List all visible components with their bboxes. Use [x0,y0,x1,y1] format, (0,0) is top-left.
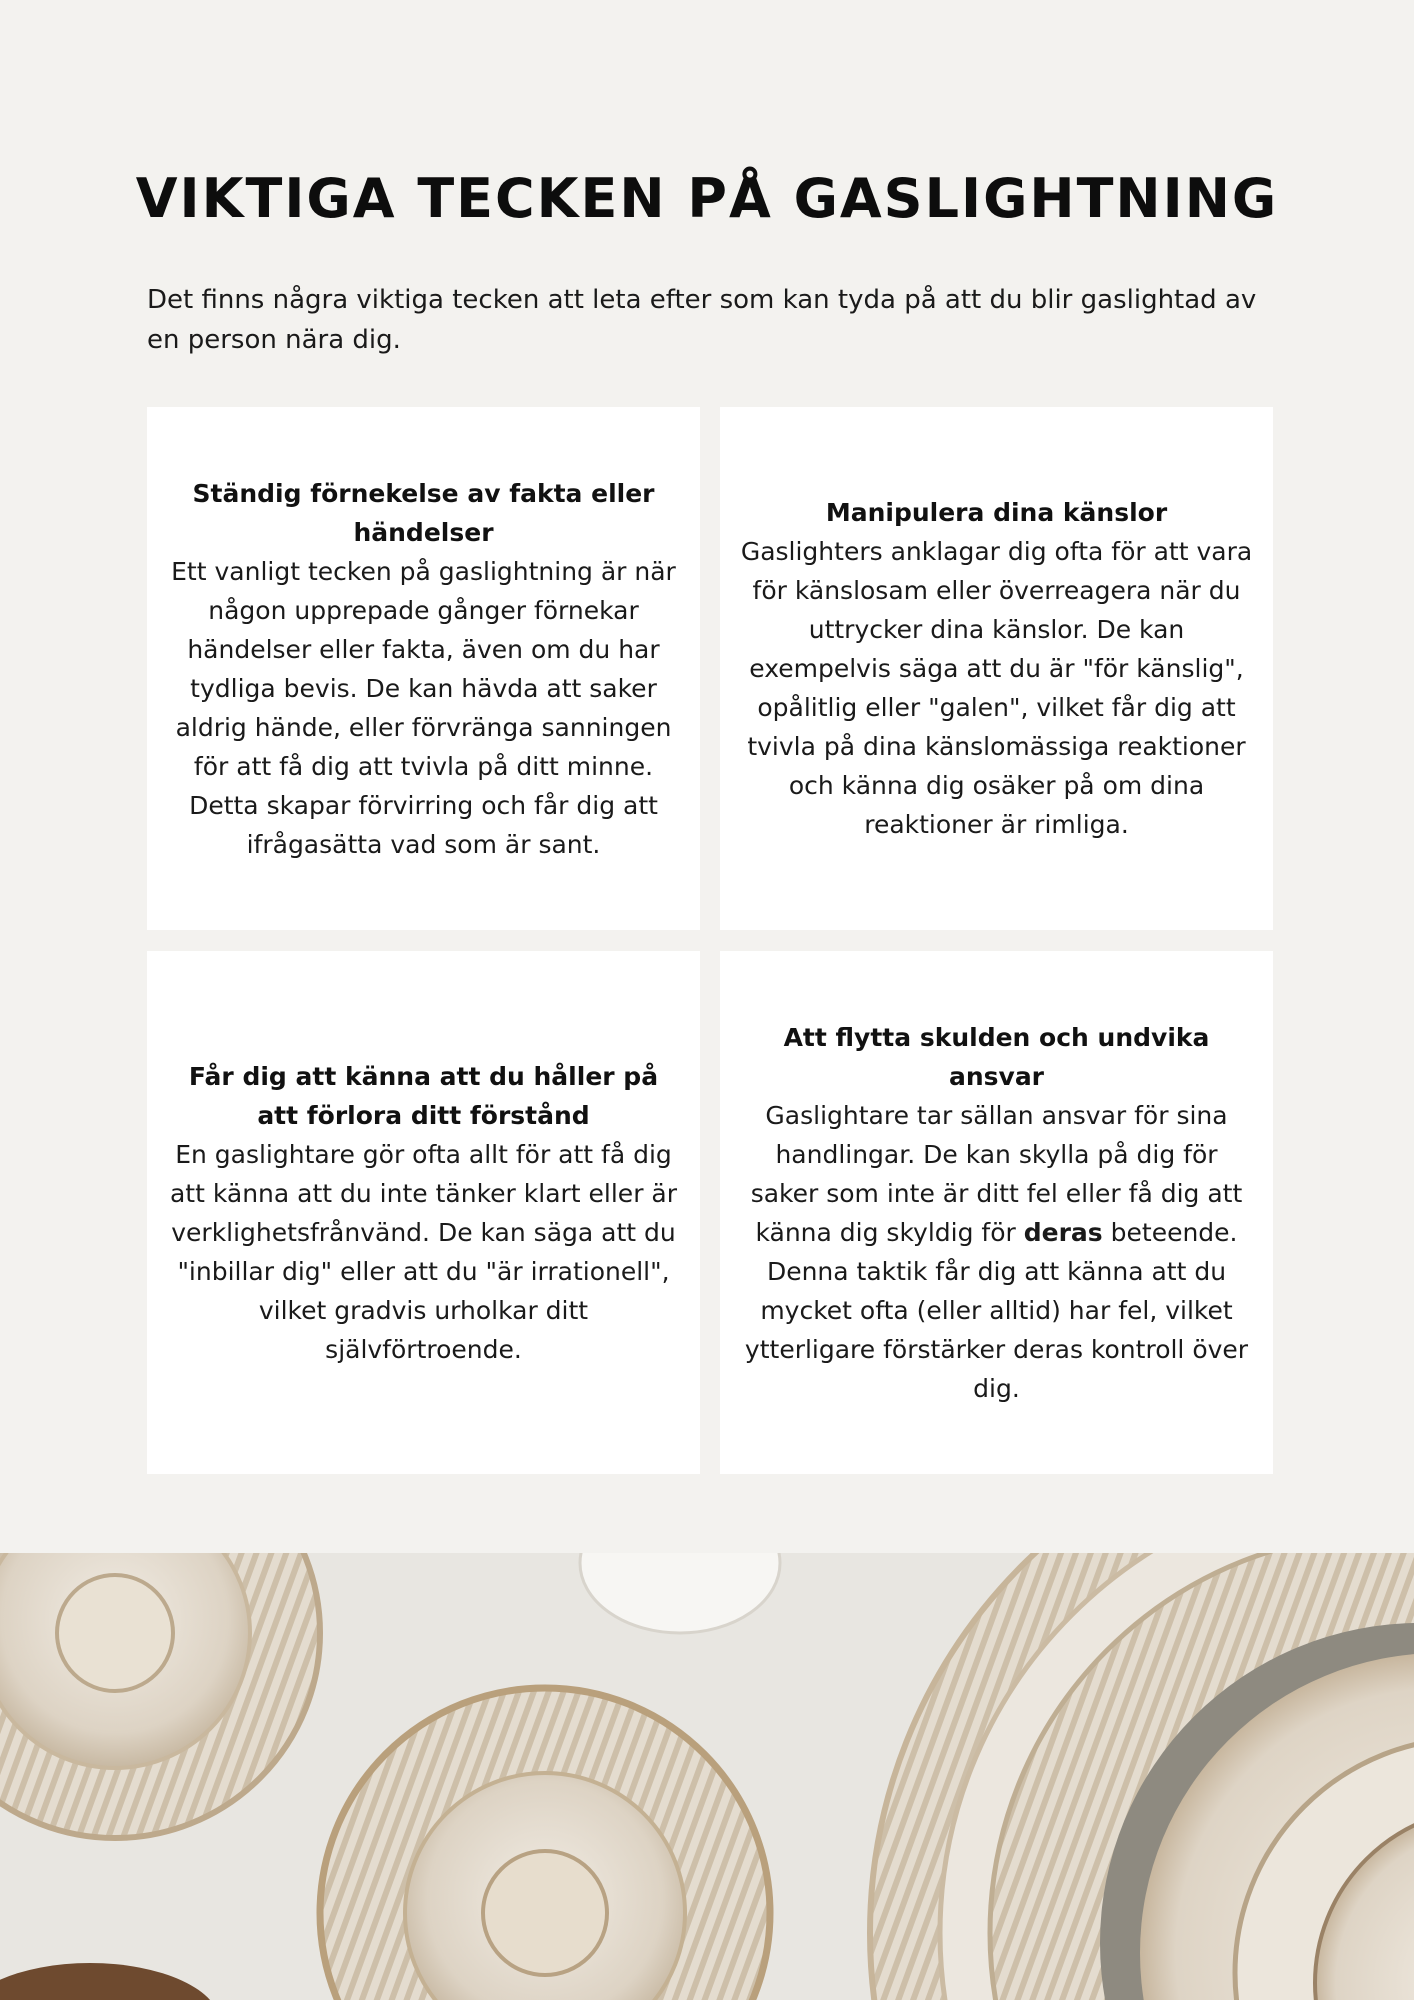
sign-card-emotions [720,407,1273,930]
card-body: Ett vanligt tecken på gaslightning är när någon upprepade gånger förnekar händelser eller fakta, även om du har tydliga bevis. De kan hävda att saker aldrig hände, eller förvränga sanningen för att få dig att tvivla på ditt minne. Detta skapar förvirring och får dig att ifrågasätta vad som är sant. [171,556,676,859]
card-title: Att flytta skulden och undvika ansvar [783,1022,1210,1091]
sign-card-denial [147,407,700,930]
card-body: Gaslighters anklagar dig ofta för att vara för känslosam eller överreagera när du uttrycker dina känslor. De kan exempelvis säga att du är "för känslig", opålitlig eller "galen", vilket får dig att tvivla på dina känslomässiga reaktioner och känna dig osäker på om dina reaktioner är rimliga. [740,537,1253,839]
intro-paragraph: Det finns några viktiga tecken att leta efter som kan tyda på att du blir gaslightad av en person nära dig. [147,285,1257,355]
card-title: Får dig att känna att du håller på att förlora ditt förstånd [188,1061,659,1130]
card-title: Manipulera dina känslor [825,498,1168,527]
card-body-text: beteende. Denna taktik får dig att känna att du mycket ofta (eller alltid) har fel, vilket ytterligare förstärker deras kontroll över dig. [744,1217,1249,1403]
card-body-text: Gaslightare tar sällan ansvar för sina handlingar. De kan skylla på dig för saker som inte är ditt fel eller få dig att känna dig skyldig för [750,1100,1243,1247]
card-title: Ständig förnekelse av fakta eller händelser [192,478,655,547]
page-title: VIKTIGA TECKEN PÅ GASLIGHTNING [135,167,1279,230]
sign-card-blame [720,951,1273,1474]
card-body [745,1101,1248,1403]
ceramic-plates-photo [0,1553,1414,2000]
card-body-emphasis: deras [1023,1217,1103,1247]
sign-card-sanity [147,951,700,1474]
card-body: En gaslightare gör ofta allt för att få dig att känna att du inte tänker klart eller är verklighetsfrånvänd. De kan säga att du "inbillar dig" eller att du "är irrationell", vilket gradvis urholkar ditt självförtroende. [169,1139,678,1364]
